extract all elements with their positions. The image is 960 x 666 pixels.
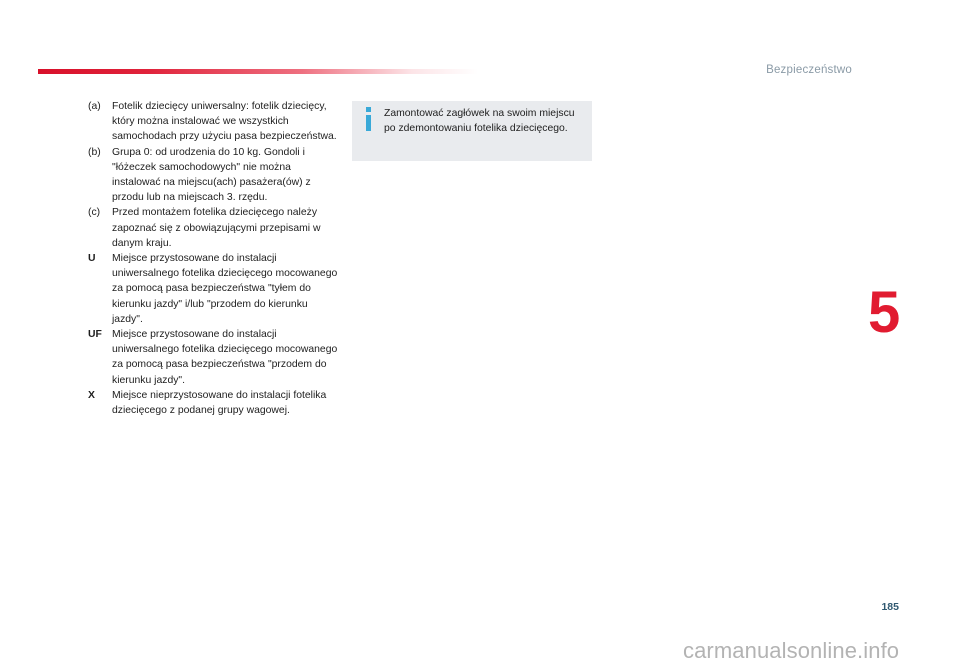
info-box xyxy=(352,101,592,161)
legend-entry xyxy=(88,327,340,388)
legend-text: Miejsce przystosowane do instalacji uniwersalnego fotelika dziecięcego mocowanego za pomocą pasa bezpieczeństwa "tyłem do kierunku jazdy" i/lub "przodem do kierunku jazdy". xyxy=(112,253,338,325)
legend-list xyxy=(88,99,340,418)
legend-text: Miejsce przystosowane do instalacji uniwersalnego fotelika dziecięcego mocowanego za pomocą pasa bezpieczeństwa "przodem do kierunku jazdy". xyxy=(112,329,338,386)
legend-key: (b) xyxy=(88,146,101,158)
legend-key: (c) xyxy=(88,207,101,219)
legend-text: Miejsce nieprzystosowane do instalacji fotelika dziecięcego z podanej grupy wagowej. xyxy=(112,389,327,417)
header-accent-bar xyxy=(38,69,478,74)
legend-key: U xyxy=(88,253,96,265)
watermark: carmanualsonline.info xyxy=(683,638,900,663)
legend-key: X xyxy=(88,389,95,401)
legend-entry xyxy=(88,99,340,145)
legend-entry xyxy=(88,145,340,206)
info-icon xyxy=(363,107,373,131)
legend-entry xyxy=(88,205,340,251)
section-title: Bezpieczeństwo xyxy=(766,64,852,76)
legend-key: (a) xyxy=(88,101,101,112)
legend-text: Przed montażem fotelika dziecięcego należy zapoznać się z obowiązującymi przepisami w danym kraju. xyxy=(112,207,321,249)
legend-key: UF xyxy=(88,329,102,341)
legend-entry xyxy=(88,388,340,418)
legend-entry xyxy=(88,251,340,327)
info-text: Zamontować zagłówek na swoim miejscu po zdemontowaniu fotelika dziecięcego. xyxy=(384,108,575,135)
legend-text: Fotelik dziecięcy uniwersalny: fotelik dziecięcy, który można instalować we wszystkich samochodach przy użyciu pasa bezpieczeństwa. xyxy=(112,101,337,143)
legend-text: Grupa 0: od urodzenia do 10 kg. Gondoli i "łóżeczek samochodowych" nie można instalować na miejscu(ach) pasażera(ów) z przodu lub na miejscach 3. rzędu. xyxy=(112,146,311,204)
chapter-number: 5 xyxy=(868,280,901,345)
page-number: 185 xyxy=(881,601,899,613)
